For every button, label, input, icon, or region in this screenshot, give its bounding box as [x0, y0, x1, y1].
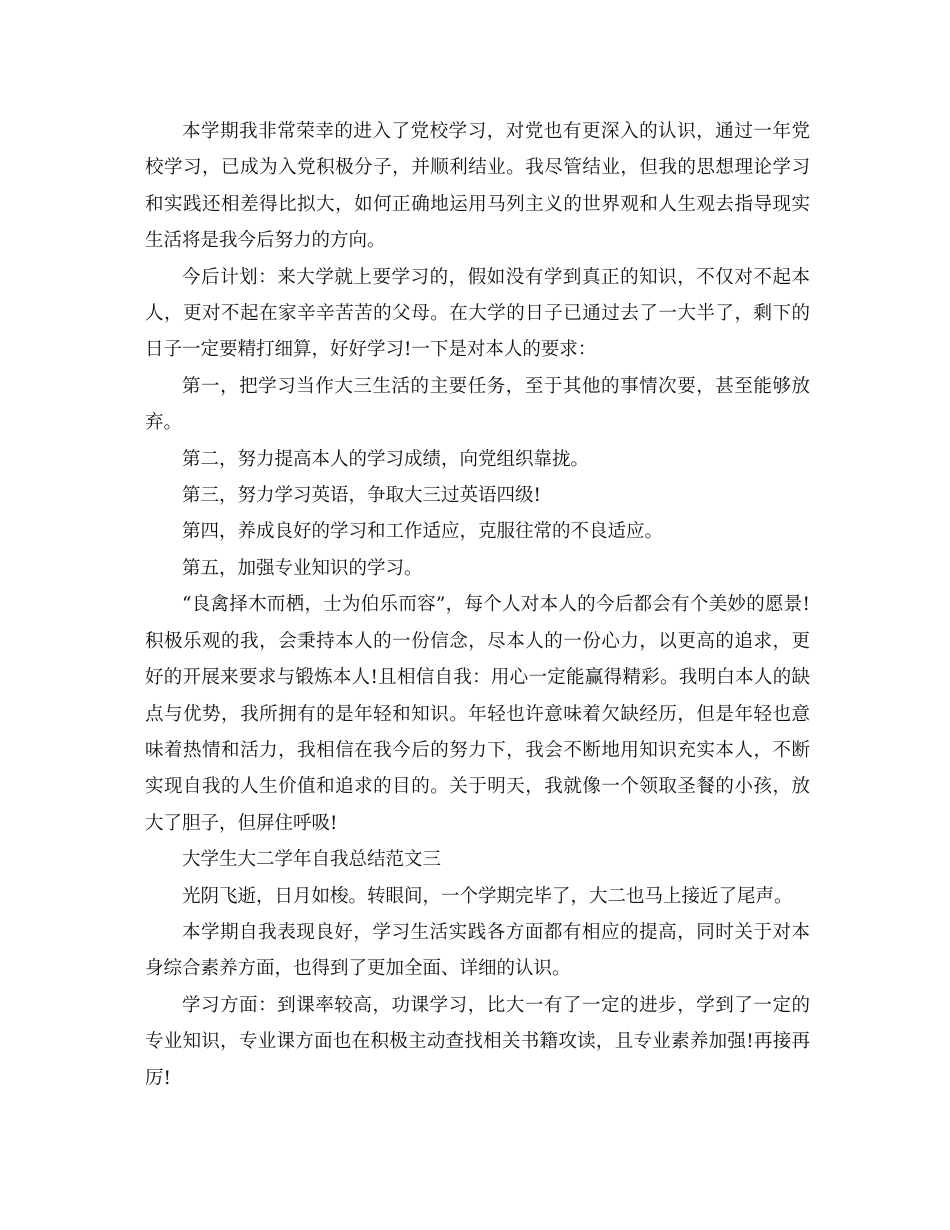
paragraph-goal-fifth: 第五，加强专业知识的学习。 [182, 557, 423, 579]
paragraph-goal-second: 第二，努力提高本人的学习成绩，向党组织靠拢。 [182, 448, 590, 470]
paragraph-self-performance: 本学期自我表现良好，学习生活实践各方面都有相应的提高，同时关于对本身综合素养方面，也得到了更加全面、详细的认识。 [145, 921, 810, 980]
paragraph-time-flies: 光阴飞逝，日月如梭。转眼间，一个学期完毕了，大二也马上接近了尾声。 [182, 885, 793, 907]
paragraph-party-school: 本学期我非常荣幸的进入了党校学习，对党也有更深入的认识，通过一年党校学习，已成为入党积极分子，并顺利结业。我尽管结业，但我的思想理论学习和实践还相差得比拟大，如何正确地运用马列主义的世界观和人生观去指导现实生活将是我今后努力的方向。 [145, 121, 810, 252]
paragraph-goal-third: 第三，努力学习英语，争取大三过英语四级! [182, 485, 541, 507]
paragraph-study: 学习方面：到课率较高，功课学习，比大一有了一定的进步，学到了一定的专业知识，专业课方面也在积极主动查找相关书籍攻读，且专业素养加强!再接再厉! [145, 994, 810, 1089]
paragraph-vision: “良禽择木而栖，士为伯乐而容”，每个人对本人的今后都会有个美妙的愿景!积极乐观的我，会秉持本人的一份信念，尽本人的一份心力，以更高的追求，更好的开展来要求与锻炼本人!且相信自我：用心一定能赢得精彩。我明白本人的缺点与优势，我所拥有的是年轻和知识。年轻也许意味着欠缺经历，但是年轻也意味着热情和活力，我相信在我今后的努力下，我会不断地用知识充实本人，不断实现自我的人生价值和追求的目的。关于明天，我就像一个领取圣餐的小孩，放大了胆子，但屏住呼吸! [145, 594, 810, 834]
paragraph-goal-fourth: 第四，养成良好的学习和工作适应，克服往常的不良适应。 [182, 521, 664, 543]
section-heading: 大学生大二学年自我总结范文三 [182, 849, 442, 871]
document-body [145, 114, 810, 1097]
paragraph-future-plan: 今后计划：来大学就上要学习的，假如没有学到真正的知识，不仅对不起本人，更对不起在家辛辛苦苦的父母。在大学的日子已通过去了一大半了，剩下的日子一定要精打细算，好好学习!一下是对本人的要求： [145, 266, 810, 361]
paragraph-goal-first: 第一，把学习当作大三生活的主要任务，至于其他的事情次要，甚至能够放弃。 [145, 375, 810, 434]
